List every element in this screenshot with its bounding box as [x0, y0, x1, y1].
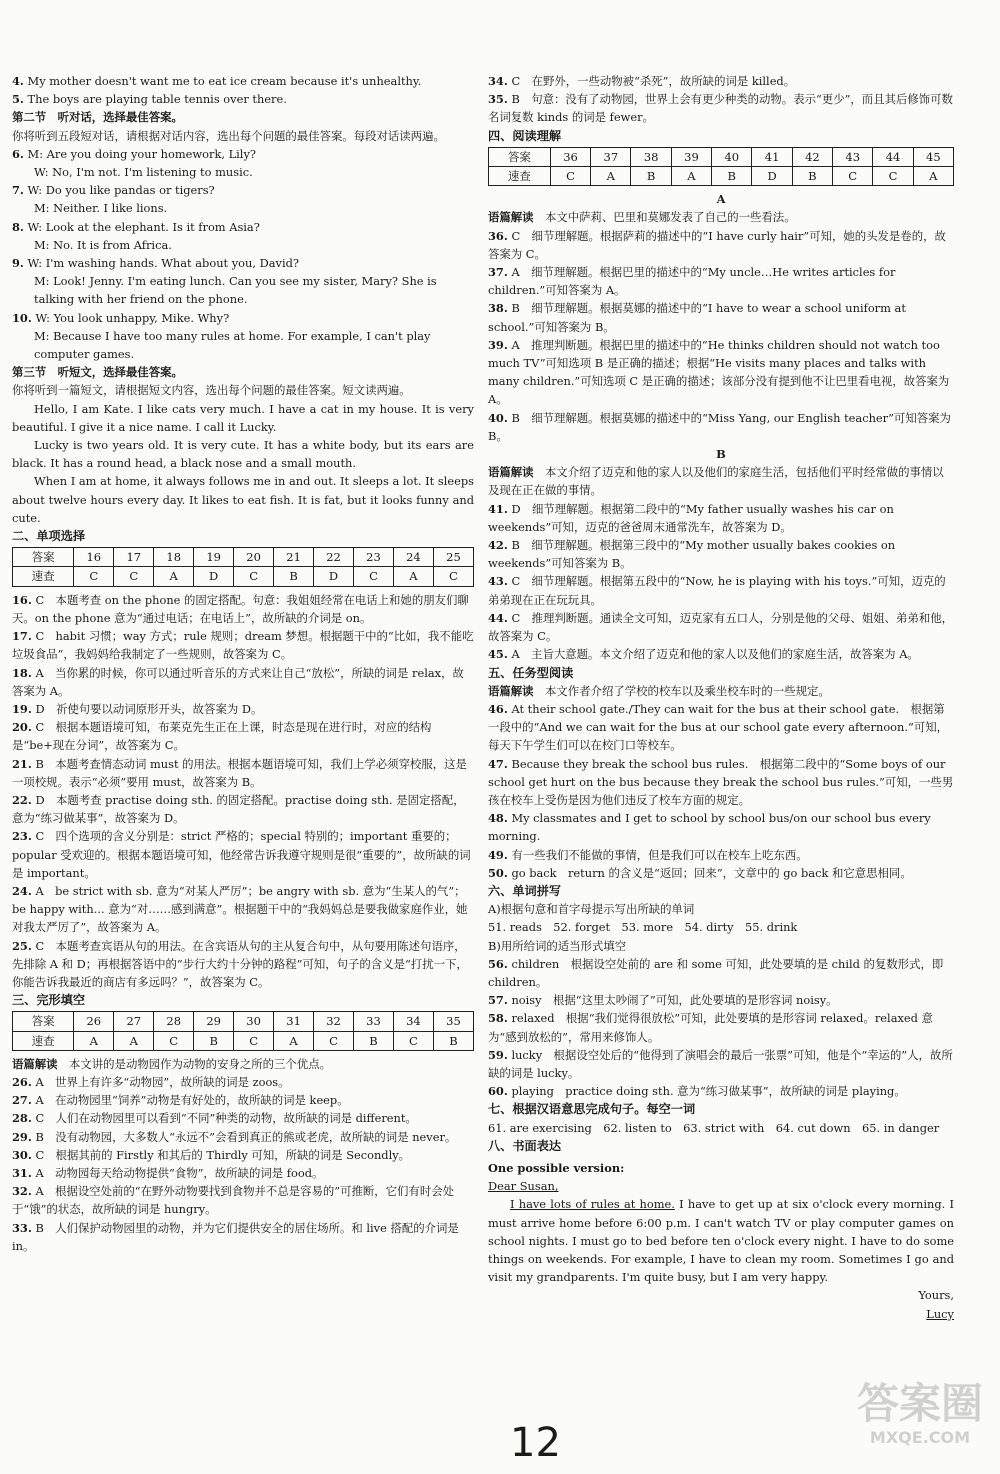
q-num: 41. — [488, 501, 508, 516]
q-num: 60. — [488, 1084, 508, 1099]
table-row — [489, 147, 954, 166]
q-num: 17. — [12, 629, 32, 644]
top-lines — [12, 72, 474, 108]
line-4 — [12, 72, 474, 90]
q-num: 50. — [488, 865, 508, 880]
table-cell: 20 — [234, 548, 274, 567]
q-num: 20. — [12, 720, 32, 735]
table-cell: B — [631, 167, 671, 186]
exp-text: B 人们保护动物园里的动物，并为它们提供安全的居住场所。和 live 搭配的介词是 in。 — [12, 1220, 459, 1253]
analysis-3 — [12, 1055, 474, 1073]
table-row — [13, 1031, 474, 1050]
part-4a-explanations — [488, 227, 954, 445]
part-3-explanations — [12, 1073, 474, 1255]
exp-text: relaxed 根据“我们觉得很放松”可知，此处要填的是形容词 relaxed。relaxed 意为“感到放松的”，常用来修饰人。 — [488, 1011, 933, 1044]
q-num: 27. — [12, 1093, 32, 1108]
salutation: Dear Susan, — [488, 1179, 559, 1194]
part-6a-instruction: A)根据句意和首字母提示写出所缺的单词 — [488, 902, 695, 917]
part-2-explanations — [12, 591, 474, 991]
explanation — [12, 1128, 474, 1146]
passage-para: When I am at home, it always follows me in and out. It sleeps a lot. It sleeps about twelve hours every day. It likes to eat fish. It is fat, but it looks funny and cute. — [12, 474, 474, 525]
exp-text: My classmates and I get to school by school bus/on our school bus every morning. — [488, 811, 931, 844]
explanation — [488, 991, 954, 1009]
analysis-text: 本文中萨莉、巴里和莫娜发表了自己的一些看法。 — [544, 210, 796, 225]
explanation — [12, 827, 474, 882]
table-cell: 35 — [433, 1012, 473, 1031]
table-cell: 33 — [354, 1012, 394, 1031]
version-label: One possible version: — [488, 1160, 625, 1175]
table-cell: B — [712, 167, 752, 186]
table-cell: 31 — [274, 1012, 314, 1031]
q-num: 34. — [488, 74, 508, 88]
table-cell: C — [154, 1031, 194, 1050]
analysis-label: 语篇解读 — [12, 1056, 58, 1071]
table-cell: 34 — [393, 1012, 433, 1031]
table-row — [13, 548, 474, 567]
dialog-line: W: You look unhappy, Mike. Why? — [35, 310, 230, 325]
table-row — [13, 1012, 474, 1031]
exp-text: A 细节理解题。根据巴里的描述中的“My uncle…He writes articles for children.”可知答案为 A。 — [488, 265, 896, 298]
q-num: 23. — [12, 829, 32, 844]
q-num: 46. — [488, 701, 508, 716]
exp-text: A 世界上有许多“动物园”，故所缺的词是 zoos。 — [35, 1074, 290, 1089]
table-header: 速查 — [13, 1031, 74, 1050]
explanation — [488, 536, 954, 572]
table-cell: D — [752, 167, 792, 186]
explanation — [488, 755, 954, 810]
q-num: 39. — [488, 337, 508, 352]
table-cell: 24 — [393, 548, 433, 567]
exp-text: C 在野外，一些动物被“杀死”，故所缺的词是 killed。 — [511, 74, 796, 88]
analysis-text: 本文作者介绍了学校的校车以及乘坐校车时的一些规定。 — [544, 683, 830, 698]
exp-text: lucky 根据设空处后的“他得到了演唱会的最后一张票”可知，他是个“幸运的”人，故所缺的词是 lucky。 — [488, 1047, 953, 1080]
explanation — [488, 864, 954, 882]
explanation — [488, 1046, 954, 1082]
exp-text: A 在动物园里“饲养”动物是有好处的，故所缺的词是 keep。 — [35, 1093, 349, 1108]
exp-text: D 本题考查 practise doing sth. 的固定搭配。practise doing sth. 是固定搭配，意为“练习做某事”，故答案为 D。 — [12, 792, 465, 826]
dialogs — [12, 145, 474, 363]
table-cell: 28 — [154, 1012, 194, 1031]
exp-text: C 本题考查宾语从句的用法。在含宾语从句的主从复合句中，从句要用陈述句语序，先排除 A 和 D；再根据答语中的“步行大约十分钟的路程”可知，句子的含义是“打扰一下，你能告诉我最近的商店有多远吗？”，故答案为 C。 — [12, 938, 468, 989]
q-text: The boys are playing table tennis over there. — [27, 92, 287, 107]
exp-text: C 根据本题语境可知，布莱克先生正在上课，时态是现在进行时，对应的结构是“be+现在分词”，故答案为 C。 — [12, 720, 432, 753]
table-cell: B — [274, 567, 314, 586]
table-cell: A — [393, 567, 433, 586]
dialog-line: M: Are you doing your homework, Lily? — [27, 146, 256, 161]
table-cell: C — [873, 167, 913, 186]
explanation — [12, 882, 474, 937]
exp-text: Because they break the school bus rules. 根据第二段中的“Some boys of our school get hurt on the bus because they break the school bus rules.”可知，一些男孩在校车上受伤是因为他们违反了校车方面的规定。 — [488, 756, 954, 807]
explanation — [12, 1109, 474, 1127]
letter-topic-sentence: I have lots of rules at home. — [510, 1197, 675, 1212]
analysis-b — [488, 463, 954, 499]
part-4-title: 四、阅读理解 — [488, 128, 562, 143]
table-row — [13, 567, 474, 586]
exp-text: At their school gate./They can wait for the bus at their school gate. 根据第一段中的“And we can wait for the bus at our school gate every afternoon.”可知，每天下午学生们可以在校门口等校车。 — [488, 701, 948, 753]
q-num: 9. — [12, 256, 24, 271]
explanation — [488, 809, 954, 845]
watermark-url: MXQE.COM — [869, 1428, 971, 1447]
exp-text: C 推理判断题。通读全文可知，迈克家有五口人，分别是他的父母、姐姐、弟弟和他，故答案为 C。 — [488, 610, 954, 644]
subsection-a: A — [716, 192, 726, 207]
table-cell: 25 — [433, 548, 473, 567]
part-6b-explanations — [488, 955, 954, 1101]
table-cell: D — [314, 567, 354, 586]
q-num: 59. — [488, 1047, 508, 1062]
q-num: 6. — [12, 146, 24, 161]
table-cell: C — [234, 1031, 274, 1050]
exp-text: C 细节理解题。根据第五段中的“Now, he is playing with his toys.”可知，迈克的弟弟现在正在玩玩具。 — [488, 574, 946, 607]
dialog-line: W: Do you like pandas or tigers? — [27, 183, 215, 198]
exp-text: C 人们在动物园里可以看到“不同”种类的动物，故所缺的词是 different。 — [35, 1111, 417, 1126]
q-num: 43. — [488, 574, 508, 589]
explanation — [488, 409, 954, 445]
explanation — [488, 227, 954, 263]
dialog-line: M: No. It is from Africa. — [34, 237, 172, 252]
section-3-intro: 你将听到一篇短文，请根据短文内容，选出每个问题的最佳答案。短文读两遍。 — [12, 383, 411, 398]
q-num: 5. — [12, 92, 24, 107]
table-cell: 42 — [792, 147, 832, 166]
explanation — [12, 627, 474, 663]
analysis-a — [488, 208, 954, 226]
dialog-line: W: I'm washing hands. What about you, David? — [27, 256, 299, 271]
explanation — [12, 1073, 474, 1091]
table-cell: C — [314, 1031, 354, 1050]
q-text: My mother doesn't want me to eat ice cream because it's unhealthy. — [27, 74, 422, 88]
table-cell: 38 — [631, 147, 671, 166]
exp-text: A 推理判断题。根据巴里的描述中的“He thinks children should not watch too much TV”可知选项 B 是正确的描述；根据“He visits many places and talks with many children.”可知选项 C 是正确的描述；该部分没有提到他不让巴里看电视，故答案为 A。 — [488, 337, 950, 407]
dialog-line: W: No, I'm not. I'm listening to music. — [34, 165, 253, 180]
q-num: 48. — [488, 811, 508, 826]
part-5-explanations — [488, 700, 954, 882]
explanation — [12, 664, 474, 700]
table-cell: 27 — [114, 1012, 154, 1031]
table-cell: 36 — [550, 147, 590, 166]
part-3-title: 三、完形填空 — [12, 993, 86, 1008]
dialog-line: M: Because I have too many rules at home. For example, I can't play computer games. — [34, 328, 431, 362]
table-cell: A — [913, 167, 953, 186]
watermark-logo — [850, 1380, 990, 1465]
right-column — [488, 72, 954, 1323]
table-cell: A — [74, 1031, 114, 1050]
sample-letter — [488, 1159, 954, 1323]
analysis-label: 语篇解读 — [488, 683, 534, 698]
exp-text: B 细节理解题。根据莫娜的描述中的“Miss Yang, our English teacher”可知答案为 B。 — [488, 410, 951, 443]
q-num: 18. — [12, 665, 32, 680]
explanation — [12, 1219, 474, 1255]
dialog-line: M: Neither. I like lions. — [34, 201, 168, 216]
q-num: 26. — [12, 1074, 32, 1089]
table-cell: B — [354, 1031, 394, 1050]
table-cell: B — [792, 167, 832, 186]
exp-text: children 根据设空处前的 are 和 some 可知，此处要填的是 child 的复数形式，即 children。 — [488, 956, 944, 989]
explanation — [488, 700, 954, 755]
q-num: 57. — [488, 993, 508, 1008]
explanation — [12, 700, 474, 718]
q-num: 22. — [12, 792, 32, 807]
letter-body — [488, 1195, 954, 1286]
table-cell: B — [194, 1031, 234, 1050]
table-cell: A — [671, 167, 711, 186]
dialog-line: W: Look at the elephant. Is it from Asia? — [27, 219, 260, 234]
table-cell: C — [393, 1031, 433, 1050]
table-cell: B — [433, 1031, 473, 1050]
table-header: 速查 — [13, 567, 74, 586]
explanation — [488, 955, 954, 991]
section-2-intro: 你将听到五段短对话，请根据对话内容，选出每个问题的最佳答案。每段对话读两遍。 — [12, 128, 445, 143]
q-num: 32. — [12, 1184, 32, 1199]
q-num: 8. — [12, 219, 24, 234]
exp-text: A 主旨大意题。本文介绍了迈克和他的家人以及他们的家庭生活，故答案为 A。 — [511, 647, 919, 662]
exp-text: D 细节理解题。根据第二段中的“My father usually washes his car on weekends”可知，迈克的爸爸周末通常洗车，故答案为 D。 — [488, 501, 894, 534]
table-cell: 17 — [114, 548, 154, 567]
exp-text: go back return 的含义是“返回；回来”，文章中的 go back 和它意思相同。 — [511, 865, 912, 880]
exp-text: D 祈使句要以动词原形开头，故答案为 D。 — [35, 701, 263, 716]
part-8-title: 八、书面表达 — [488, 1138, 562, 1153]
exp-text: C 四个选项的含义分别是：strict 严格的；special 特别的；important 重要的；popular 受欢迎的。根据本题语境可知，他经常告诉我遵守规则是很“重要的”，故所缺的词是 important。 — [12, 829, 471, 880]
part-6a-answers: 51. reads 52. forget 53. more 54. dirty 55. drink — [488, 920, 798, 935]
explanation — [12, 591, 474, 627]
explanation — [12, 755, 474, 791]
analysis-label: 语篇解读 — [488, 465, 534, 480]
table-cell: 39 — [671, 147, 711, 166]
table-cell: A — [591, 167, 631, 186]
table-cell: 44 — [873, 147, 913, 166]
section-3-title: 第三节 听短文，选择最佳答案。 — [12, 365, 183, 380]
dialog-9 — [12, 254, 474, 272]
signature: Lucy — [926, 1306, 954, 1321]
passage-para: Hello, I am Kate. I like cats very much. I have a cat in my house. It is very beautiful. I give it a nice name. I call it Lucky. — [12, 401, 474, 434]
explanation — [488, 1082, 954, 1100]
table-header: 答案 — [13, 548, 74, 567]
exp-text: C habit 习惯；way 方式；rule 规则；dream 梦想。根据题干中的“比如，我不能吃垃圾食品”，我妈妈给我制定了一些规则，故答案为 C。 — [12, 629, 474, 662]
table-cell: C — [114, 567, 154, 586]
table-header: 答案 — [489, 147, 551, 166]
exp-text: B 细节理解题。根据第三段中的“My mother usually bakes cookies on weekends”可知答案为 B。 — [488, 538, 896, 571]
dialog-7 — [12, 181, 474, 199]
q-num: 21. — [12, 756, 32, 771]
table-cell: 16 — [74, 548, 114, 567]
explanation — [12, 1091, 474, 1109]
exp-text: B 细节理解题。根据莫娜的描述中的“I have to wear a school uniform at school.”可知答案为 B。 — [488, 301, 906, 334]
exp-text: C 细节理解题。根据萨莉的描述中的“I have curly hair”可知，她的头发是卷的，故答案为 C。 — [488, 228, 946, 261]
table-cell: 22 — [314, 548, 354, 567]
q-num: 40. — [488, 410, 508, 425]
q-num: 56. — [488, 956, 508, 971]
table-cell: A — [114, 1031, 154, 1050]
q-num: 38. — [488, 301, 508, 316]
explanation — [488, 90, 954, 126]
exp-text: A 根据设空处前的“在野外动物要找到食物并不总是容易的”可推断，它们有时会处于“饿”的状态，故所缺的词是 hungry。 — [12, 1184, 454, 1217]
table-cell: C — [550, 167, 590, 186]
q-num: 24. — [12, 883, 32, 898]
q-num: 25. — [12, 938, 32, 953]
table-cell: 45 — [913, 147, 953, 166]
table-cell: 32 — [314, 1012, 354, 1031]
table-cell: 40 — [712, 147, 752, 166]
exp-text: C 本题考查 on the phone 的固定搭配。句意：我姐姐经常在电话上和她的朋友们聊天。on the phone 意为“通过电话；在电话上”，故所缺的介词是 on。 — [12, 592, 469, 625]
explanation — [488, 846, 954, 864]
exp-text: A be strict with sb. 意为“对某人严厉”；be angry with sb. 意为“生某人的气”；be happy with... 意为“对……感到满意”。根据题干中的“我妈妈总是要我做家庭作业，她对我太严厉了”，故答案为 A。 — [12, 883, 468, 935]
q-num: 29. — [12, 1129, 32, 1144]
q-num: 49. — [488, 847, 508, 862]
analysis-text: 本文介绍了迈克和他的家人以及他们的家庭生活，包括他们平时经常做的事情以及现在正在做的事情。 — [488, 465, 944, 498]
table-cell: 18 — [154, 548, 194, 567]
q-num: 45. — [488, 647, 508, 662]
section-2-title: 第二节 听对话，选择最佳答案。 — [12, 110, 183, 125]
explanation — [488, 336, 954, 409]
part-5-title: 五、任务型阅读 — [488, 665, 574, 680]
answer-table-4 — [488, 147, 954, 186]
explanation — [12, 791, 474, 827]
table-cell: 29 — [194, 1012, 234, 1031]
exp-text: noisy 根据“这里太吵闹了”可知，此处要填的是形容词 noisy。 — [511, 993, 838, 1008]
explanation — [488, 299, 954, 335]
exp-text: B 没有动物园，大多数人“永远不”会看到真正的熊或老虎，故所缺的词是 never。 — [35, 1129, 457, 1144]
exp-text: C 根据其前的 Firstly 和其后的 Thirdly 可知，所缺的词是 Secondly。 — [35, 1147, 411, 1162]
table-row — [489, 167, 954, 186]
table-cell: C — [833, 167, 873, 186]
q-num: 28. — [12, 1111, 32, 1126]
exp-text: 有一些我们不能做的事情，但是我们可以在校车上吃东西。 — [511, 847, 808, 862]
analysis-5 — [488, 682, 954, 700]
exp-text: B 本题考查情态动词 must 的用法。根据本题语境可知，我们上学必须穿校服，这是一项校规。表示“必须”要用 must，故答案为 B。 — [12, 756, 467, 789]
part-4b-explanations — [488, 500, 954, 664]
table-cell: 41 — [752, 147, 792, 166]
exp-text: B 句意：没有了动物园，世界上会有更少种类的动物。表示“更少”，而且其后修饰可数名词复数 kinds 的词是 fewer。 — [488, 92, 953, 125]
table-cell: C — [74, 567, 114, 586]
part-7-title: 七、根据汉语意思完成句子。每空一词 — [488, 1102, 696, 1117]
q-num: 30. — [12, 1147, 32, 1162]
explanation — [488, 609, 954, 645]
q-num: 33. — [12, 1220, 32, 1235]
q-num: 7. — [12, 183, 24, 198]
explanation — [488, 1009, 954, 1045]
table-cell: 26 — [74, 1012, 114, 1031]
q-num: 37. — [488, 265, 508, 280]
part-6b-instruction: B)用所给词的适当形式填空 — [488, 938, 627, 953]
table-cell: 21 — [274, 548, 314, 567]
answer-table-2 — [12, 547, 474, 586]
q-num: 31. — [12, 1165, 32, 1180]
dialog-6 — [12, 145, 474, 163]
q-num: 42. — [488, 538, 508, 553]
dialog-line: M: Look! Jenny. I'm eating lunch. Can you see my sister, Mary? She is talking with her friend on the phone. — [34, 274, 437, 307]
analysis-label: 语篇解读 — [488, 210, 534, 225]
line-5 — [12, 90, 474, 108]
subsection-b: B — [716, 447, 726, 462]
table-cell: D — [194, 567, 234, 586]
table-header: 速查 — [489, 167, 551, 186]
explanation — [488, 500, 954, 536]
q-num: 36. — [488, 228, 508, 243]
part-7-answers: 61. are exercising 62. listen to 63. strict with 64. cut down 65. in danger — [488, 1120, 940, 1135]
table-header: 答案 — [13, 1012, 74, 1031]
table-cell: C — [354, 567, 394, 586]
explanation — [12, 718, 474, 754]
table-cell: C — [234, 567, 274, 586]
q-num: 35. — [488, 92, 508, 107]
closing: Yours, — [918, 1288, 954, 1303]
explanation — [488, 263, 954, 299]
exp-text: A 动物园每天给动物提供“食物”，故所缺的词是 food。 — [35, 1165, 324, 1180]
explanation — [12, 1182, 474, 1218]
page-number: 12 — [510, 1420, 561, 1466]
letter-text: I have to get up at six o'clock every morning. I must arrive home before 6:00 p.m. I can't watch TV or play computer games on school nights. I must go to bed before ten o'clock every night. I have to do some things on weekends. For example, I have to clean my room. Sometimes I go and visit my grandparents. I'm quite busy, but I am very happy. — [488, 1197, 954, 1285]
answer-table-3 — [12, 1011, 474, 1050]
q-num: 58. — [488, 1011, 508, 1026]
explanation — [488, 72, 954, 90]
table-cell: 37 — [591, 147, 631, 166]
table-cell: A — [154, 567, 194, 586]
part-6-title: 六、单词拼写 — [488, 883, 562, 898]
table-cell: 30 — [234, 1012, 274, 1031]
left-column — [12, 72, 474, 1255]
q-num: 47. — [488, 756, 508, 771]
q-num: 16. — [12, 592, 32, 607]
dialog-10 — [12, 309, 474, 327]
watermark-title: 答案圈 — [856, 1379, 983, 1428]
explanation — [488, 572, 954, 608]
part-2-title: 二、单项选择 — [12, 529, 86, 544]
explanation — [12, 937, 474, 992]
explanation — [488, 645, 954, 663]
explanation — [12, 1164, 474, 1182]
q-num: 10. — [12, 310, 32, 325]
table-cell: C — [433, 567, 473, 586]
passage-para: Lucky is two years old. It is very cute. It has a white body, but its ears are black. It has a round head, a black nose and a small mouth. — [12, 438, 474, 471]
table-cell: A — [274, 1031, 314, 1050]
exp-text: playing practice doing sth. 意为“练习做某事”，故所缺的词是 playing。 — [511, 1084, 906, 1099]
analysis-text: 本文讲的是动物园作为动物的安身之所的三个优点。 — [68, 1056, 331, 1071]
q-num: 19. — [12, 701, 32, 716]
dialog-8 — [12, 218, 474, 236]
table-cell: 19 — [194, 548, 234, 567]
table-cell: 43 — [833, 147, 873, 166]
explanation — [12, 1146, 474, 1164]
exp-text: A 当你累的时候，你可以通过听音乐的方式来让自己“放松”，所缺的词是 relax，故答案为 A。 — [12, 665, 464, 698]
q-num: 44. — [488, 610, 508, 625]
q-num: 4. — [12, 74, 24, 88]
table-cell: 23 — [354, 548, 394, 567]
